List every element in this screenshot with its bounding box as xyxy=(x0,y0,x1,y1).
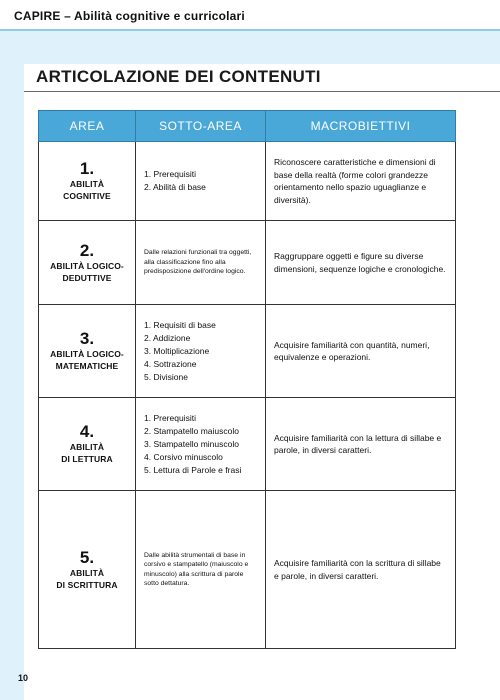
sub-area-list xyxy=(144,319,257,384)
area-number: 4. xyxy=(79,422,95,441)
sub-area-cell xyxy=(136,142,266,221)
sub-area-description: Dalle relazioni funzionali tra oggetti, alla classificazione fino alla predisposizione dell'ordine logico. xyxy=(144,249,252,276)
list-item: 3. Stampatello minuscolo xyxy=(144,438,239,449)
sub-area-cell xyxy=(136,398,266,491)
macro-objective: Acquisire familiarità con quantità, numeri, equivalenze e operazioni. xyxy=(274,339,430,362)
list-item: 2. Addizione xyxy=(144,332,191,343)
area-cell xyxy=(39,221,136,305)
list-item: 4. Sottrazione xyxy=(144,358,197,369)
area-label-line: ABILITÀ xyxy=(69,567,105,578)
list-item: 5. Divisione xyxy=(144,371,188,382)
list-item: 2. Stampatello maiuscolo xyxy=(144,425,239,436)
macro-cell xyxy=(266,491,456,649)
table-header-row xyxy=(39,111,456,142)
header-title: CAPIRE – Abilità cognitive e curricolari xyxy=(14,9,245,23)
list-item: 3. Moltiplicazione xyxy=(144,345,210,356)
table-row xyxy=(39,142,456,221)
area-label-line: ABILITÀ LOGICO- xyxy=(50,260,124,271)
list-item: 1. Requisiti di base xyxy=(144,319,216,330)
top-header-bar xyxy=(0,0,500,30)
list-item: 4. Corsivo minuscolo xyxy=(144,451,223,462)
area-number: 1. xyxy=(79,159,95,178)
macro-cell xyxy=(266,398,456,491)
macro-objective: Acquisire familiarità con la scrittura di sillabe e parole, in diversi caratteri. xyxy=(274,558,441,581)
area-label-line: DEDUTTIVE xyxy=(62,272,112,283)
area-number: 3. xyxy=(79,329,95,348)
area-label-line: DI SCRITTURA xyxy=(56,579,118,590)
area-number: 5. xyxy=(79,547,95,567)
page-number: 10 xyxy=(18,673,29,683)
area-number: 2. xyxy=(79,240,95,260)
sub-area-cell xyxy=(136,491,266,649)
list-item: 2. Abilità di base xyxy=(144,182,206,192)
area-label-line: MATEMATICHE xyxy=(55,361,119,371)
area-label-line: ABILITÀ xyxy=(69,179,105,189)
column-header-macrobiettivi: MACROBIETTIVI xyxy=(266,111,456,142)
area-label-line: ABILITÀ xyxy=(69,442,105,452)
area-label-line: DI LETTURA xyxy=(61,454,113,464)
area-cell xyxy=(39,305,136,398)
section-title: ARTICOLAZIONE DEI CONTENUTI xyxy=(36,67,321,86)
sub-area-description: Dalle abilità strumentali di base in corsivo e stampatello (maiuscolo e minuscolo) alla scrittura di parole sotto dettatura. xyxy=(144,551,249,587)
macro-objective: Acquisire familiarità con la lettura di sillabe e parole, in diversi caratteri. xyxy=(274,432,442,455)
area-cell xyxy=(39,491,136,649)
table-row xyxy=(39,398,456,491)
contents-table xyxy=(38,110,456,649)
table-row xyxy=(39,491,456,649)
area-label-line: COGNITIVE xyxy=(63,191,111,201)
sub-area-list xyxy=(144,168,257,194)
macro-objective: Raggruppare oggetti e figure su diverse dimensioni, sequenze logiche e cronologiche. xyxy=(274,251,446,274)
macro-objective: Riconoscere caratteristiche e dimensioni di base della realtà (forme colori grandezze orientamento nello spazio uguaglianze e diversità). xyxy=(274,157,436,205)
macro-cell xyxy=(266,305,456,398)
sub-area-list xyxy=(144,412,257,477)
list-item: 1. Prerequisiti xyxy=(144,169,196,179)
list-item: 5. Lettura di Parole e frasi xyxy=(144,464,242,475)
sub-area-cell xyxy=(136,221,266,305)
section-divider xyxy=(24,91,500,92)
list-item: 1. Prerequisiti xyxy=(144,412,196,423)
column-header-area: AREA xyxy=(39,111,136,142)
macro-cell xyxy=(266,221,456,305)
area-label-line: ABILITÀ LOGICO- xyxy=(50,349,124,359)
area-cell xyxy=(39,398,136,491)
column-header-sotto-area: SOTTO-AREA xyxy=(136,111,266,142)
table-row xyxy=(39,305,456,398)
sub-area-cell xyxy=(136,305,266,398)
table-row xyxy=(39,221,456,305)
macro-cell xyxy=(266,142,456,221)
area-cell xyxy=(39,142,136,221)
